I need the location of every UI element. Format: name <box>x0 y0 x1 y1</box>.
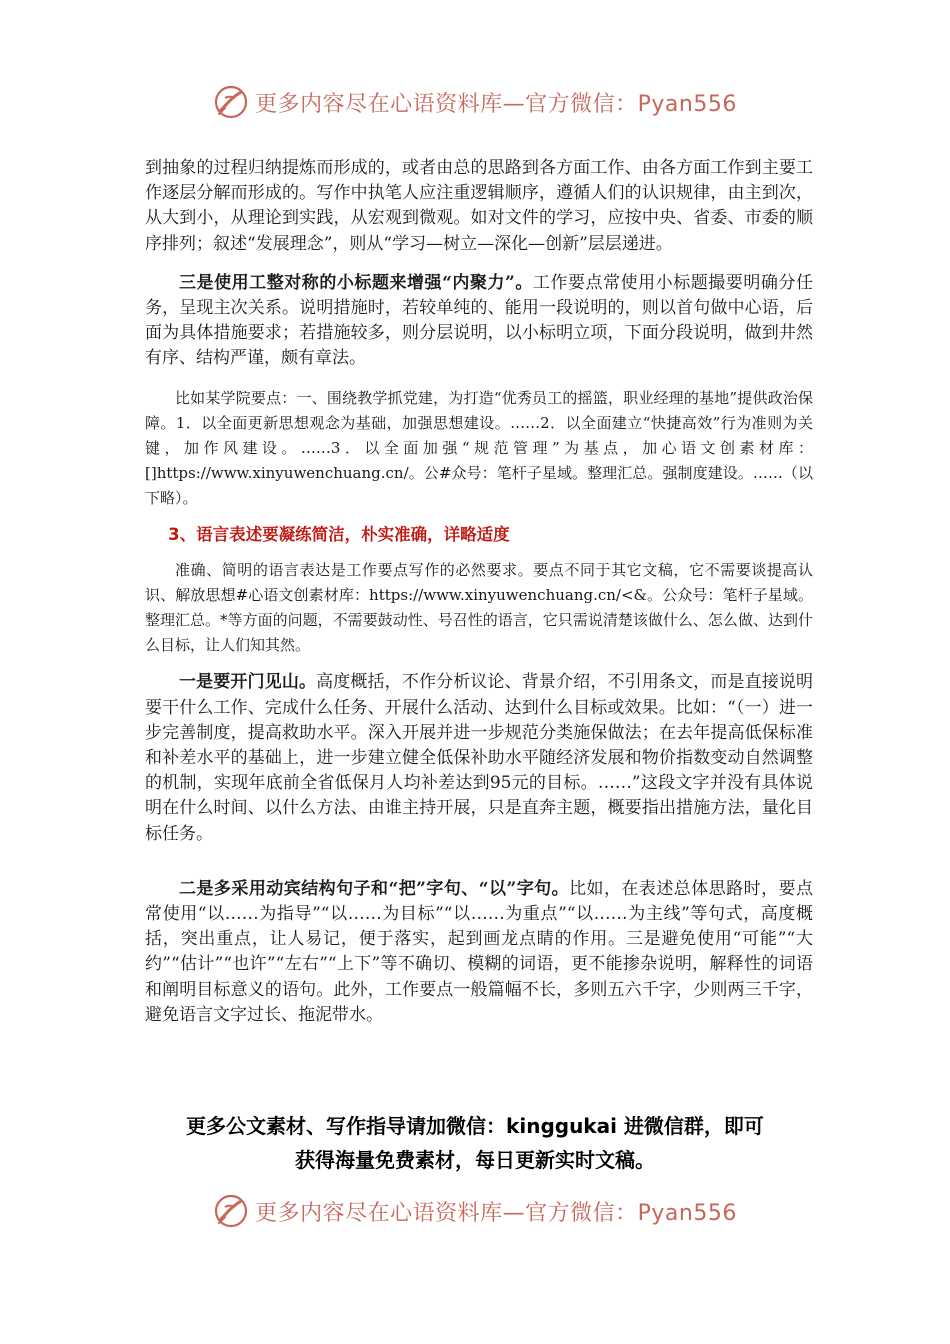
footer-banner <box>0 1191 950 1231</box>
section-heading-3: 3、语言表述要凝练简洁，朴实准确，详略适度 <box>168 524 510 544</box>
paragraph-6 <box>145 877 813 1028</box>
paragraph-4: 准确、简明的语言表达是工作要点写作的必然要求。要点不同于其它文稿，它不需要谈提高认识、解放思想#心语文创素材库：https://www.xinyuwenchuang.cn/<&。公众号：笔杆子星域。整理汇总。*等方面的问题，不需要鼓动性、号召性的语言，它只需说清楚该做什么、怎么做、达到什么目标，让人们知其然。 <box>145 560 813 655</box>
paragraph-5 <box>145 670 813 846</box>
logo-icon <box>213 84 249 120</box>
subheading-1: 一是要开门见山。 <box>179 672 317 693</box>
header-banner <box>0 82 950 122</box>
logo-icon <box>213 1193 249 1229</box>
document-body <box>145 156 813 1028</box>
paragraph-2 <box>145 271 813 372</box>
paragraph-1: 到抽象的过程归纳提炼而形成的，或者由总的思路到各方面工作、由各方面工作到主要工作逐层分解而形成的。写作中执笔人应注重逻辑顺序，遵循人们的认识规律，由主到次，从大到小，从理论到实践，从宏观到微观。如对文件的学习，应按中央、省委、市委的顺序排列；叙述“发展理念”，则从“学习—树立—深化—创新”层层递进。 <box>145 158 813 254</box>
paragraph-2-text: 工作要点常使用小标题撮要明确分任务，呈现主次关系。说明措施时，若较单纯的、能用一段说明的，则以首句做中心语，后面为具体措施要求；若措施较多，则分层说明，以小标明立项，下面分段说明，做到井然有序、结构严谨，颇有章法。 <box>145 272 814 369</box>
banner-text: 更多内容尽在心语资料库—官方微信：Pyan556 <box>255 91 737 117</box>
paragraph-6-text: 比如，在表述总体思路时，要点常使用“以……为指导”“以……为目标”“以……为重点”“以……为主线”等句式，高度概括，突出重点，让人易记，便于落实，起到画龙点睛的作用。三是避免使用“可能”“大约”“估计”“也许”“左右”“上下”等不确切、模糊的词语，更不能掺杂说明，解释性的词语和阐明目标意义的语句。此外，工作要点一般篇幅不长，多则五六千字，少则两三千字，避免语言文字过长、拖泥带水。 <box>145 878 813 1025</box>
subheading-2: 二是多采用动宾结构句子和“把”字句、“以”字句。 <box>179 878 570 899</box>
footer-line-2: 获得海量免费素材，每日更新实时文稿。 <box>295 1148 655 1172</box>
subheading-3: 三是使用工整对称的小标题来增强“内聚力”。 <box>179 272 533 293</box>
paragraph-3: 比如某学院要点：一、围绕教学抓党建，为打造“优秀员工的摇篮，职业经理的基地”提供政治保障。1．以全面更新思想观念为基础，加强思想建设。……2．以全面建立“快捷高效”行为准则为关键，加作风建设。……3．以全面加强“规范管理”为基点，加心语文创素材库：[]https://www.xinyuwenchuang.cn/。公#众号：笔杆子星域。整理汇总。强制度建设。……（以下略）。 <box>145 388 813 508</box>
footer-line-1: 更多公文素材、写作指导请加微信：kinggukai 进微信群，即可 <box>186 1114 764 1138</box>
footer-note <box>120 1109 830 1177</box>
paragraph-5-text: 高度概括，不作分析议论、背景介绍，不引用条文，而是直接说明要干什么工作、完成什么任务、开展什么活动、达到什么目标或效果。比如：“（一）进一步完善制度，提高救助水平。深入开展并进一步规范分类施保做法；在去年提高低保标准和补差水平的基础上，进一步建立健全低保补助水平随经济发展和物价指数变动自然调整的机制，实现年底前全省低保月人均补差达到95元的目标。……”这段文字并没有具体说明在什么时间、以什么方法、由谁主持开展，只是直奔主题，概要指出措施方法，量化目标任务。 <box>145 672 814 844</box>
banner-text: 更多内容尽在心语资料库—官方微信：Pyan556 <box>255 1200 737 1226</box>
